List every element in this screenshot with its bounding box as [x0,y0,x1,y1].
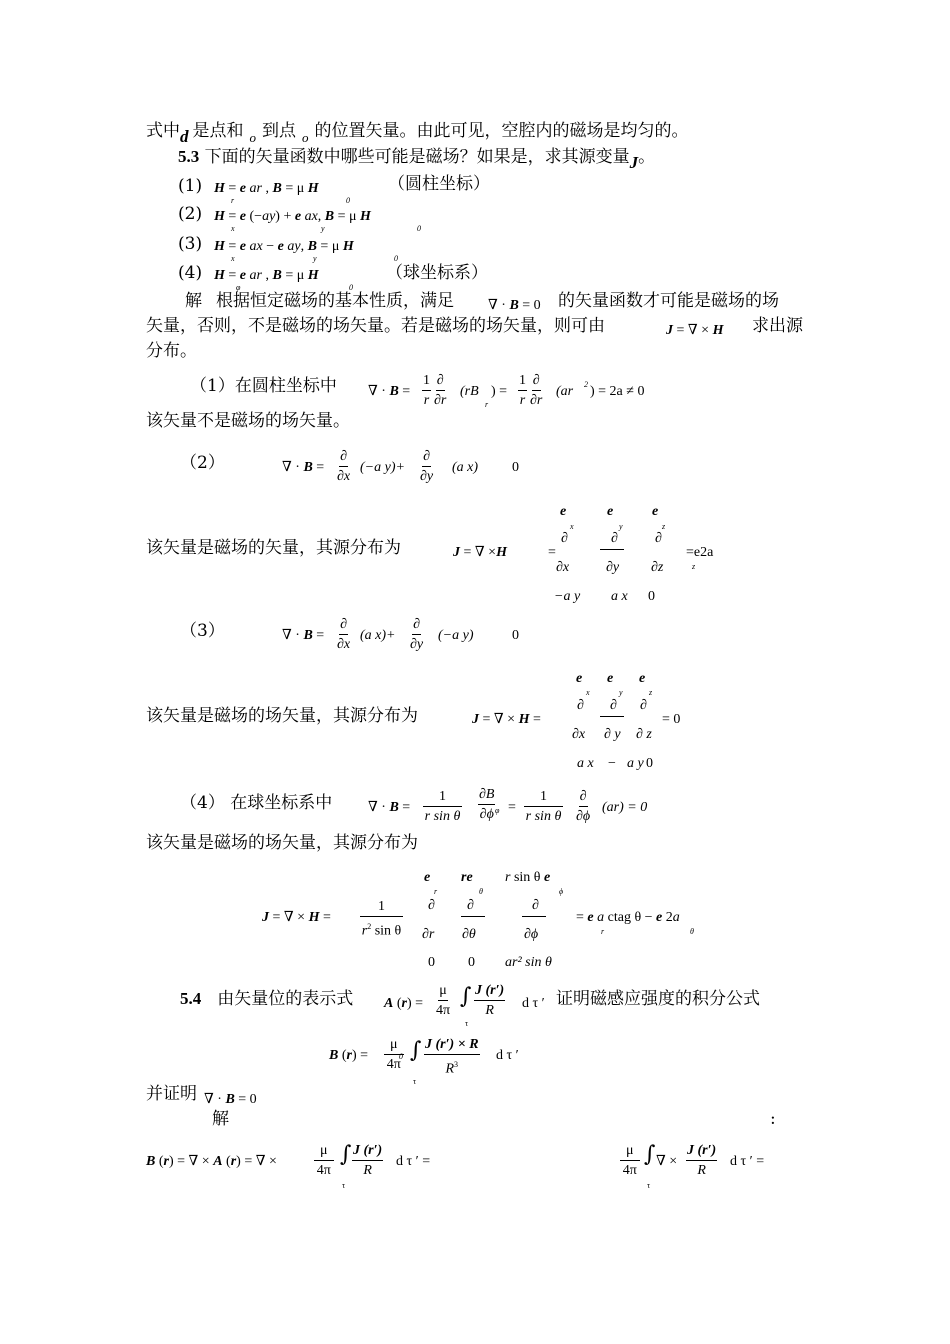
determinant-sub: y [619,688,623,697]
case-4-sub: φ [495,806,500,815]
determinant-cell: e [652,504,659,519]
case-1-conclusion: 该矢量不是磁场的场矢量。 [146,411,350,431]
determinant-sub: θ [479,887,483,896]
item-1-note: （圆柱坐标） [388,174,490,194]
determinant-cell: a x [577,756,594,771]
case-3-result: = 0 [662,712,681,727]
item-2-sub: x [231,224,235,233]
case-1-eq: ) = [491,384,508,399]
case-1-term: (ar [556,384,574,399]
case-1-term: (rB [460,384,479,399]
determinant-cell: a x [611,589,628,604]
case-1-sub: r [485,400,489,409]
determinant-cell: ∂ [655,531,662,546]
determinant-cell: ar² sin θ [505,955,552,970]
determinant-cell: ∂y [606,560,620,575]
determinant-cell: −a y [554,589,581,604]
integral-sign: ∫ [460,984,472,1009]
item-4-sub: φ [236,283,241,292]
solution-line-3: 分布。 [146,341,197,361]
determinant-cell: ∂ y [604,727,621,742]
solution-line-1: 解 根据恒定磁场的基本性质，满足 [185,291,454,311]
case-3-lhs: ∇ · B = [282,628,325,643]
fraction: $\frac{1}{\text{r sin θ}}$ [424,789,461,824]
fraction: $\frac{1}{r^2 \sin \theta}$ [361,899,402,939]
prove-text: 并证明 [146,1084,197,1104]
determinant-sub: z [662,522,666,531]
fraction: $\frac{J (r')}{R}$ [475,983,505,1018]
item-3-formula: H = e ax − e ay, B = μ H [214,239,354,254]
fraction: ∂ ∂ϕ [576,789,591,824]
case-2-label: （2） [180,453,225,473]
div-b-zero: ∇ · B = 0 [488,298,541,313]
case-2-lhs: ∇ · B = [282,460,325,475]
vector-potential-lhs: A (r) = [384,996,424,1011]
div-b-zero: ∇ · B = 0 [204,1092,257,1107]
determinant-cell: ∂ [428,898,435,913]
item-3-sub: x [231,254,235,263]
problem-5-4: 5.4 由矢量位的表示式 [180,989,354,1009]
determinant-cell: ∂z [651,560,664,575]
item-3-sub: 0 [394,254,398,263]
case-2-result: =e2a [686,545,714,560]
fraction: $\frac{1}{r}$ [519,373,526,408]
case-2-zero: 0 [512,460,519,475]
case-4-conclusion: 该矢量是磁场的场矢量，其源分布为 [146,833,418,853]
fraction: ∂ ∂x [337,617,351,652]
curl-operator: ∇ × [656,1154,678,1169]
volume-element: d τ ′ [496,1048,519,1063]
problem-5-3: 5.3 下面的矢量函数中哪些可能是磁场？如果是，求其源变量J。 [178,147,656,172]
curl-a-lhs: B (r) = ∇ × A (r) = ∇ × [146,1154,277,1169]
determinant-cell: ∂ [640,698,647,713]
determinant-cell: e [607,671,614,686]
fraction-bar [600,716,624,717]
determinant-cell: ∂ [611,531,618,546]
fraction: $\frac{1}{\text{r sin θ}}$ [525,789,562,824]
fraction-bar [600,549,624,550]
integral-limit: τ [647,1181,651,1190]
item-2-label: (2) [178,204,203,224]
fraction: $\frac{\mu}{4\pi}$ [436,983,451,1018]
item-3-sub: y [313,254,317,263]
determinant-cell: e [639,671,646,686]
determinant-sub: x [586,688,590,697]
fraction: $\frac{\mu}{4\pi}$ [314,1142,334,1179]
determinant-cell: ∂ [467,898,474,913]
item-2-sub: y [321,224,325,233]
volume-element: d τ ′ [522,996,545,1011]
case-4-eq: = [508,800,516,815]
determinant-cell: ∂ [532,898,539,913]
case-2-curl: J = ∇ ×H [453,545,507,560]
colon: : [770,1109,776,1129]
integral-limit: τ [413,1077,417,1086]
case-1-label: （1）在圆柱坐标中 [190,376,337,396]
item-4-label: (4) [178,263,203,283]
biot-savart-lhs: B (r) = [329,1048,369,1063]
item-4-formula: H = e ar , B = μ H [214,268,319,283]
item-1-sub: 0 [346,196,350,205]
volume-element: d τ ′ = [730,1154,765,1169]
determinant-cell: ∂x [556,560,570,575]
item-1-sub: r [231,196,235,205]
solution-line-1b: 的矢量函数才可能是磁场的场 [558,291,779,311]
integral-limit: τ [465,1019,469,1028]
determinant-cell: ∂ [577,698,584,713]
fraction: ∂ ∂y [410,617,424,652]
determinant-cell: ∂x [572,727,586,742]
determinant-cell: − [608,756,616,771]
case-4-curl: J = ∇ × H = [262,910,331,925]
determinant-cell: e [607,504,614,519]
solution-line-2b: 求出源 [752,316,803,336]
item-2-sub: 0 [417,224,421,233]
case-3-curl: J = ∇ × H = [472,712,541,727]
case-4-lhs: ∇ · B = [368,800,411,815]
determinant-sub: ϕ [559,887,564,896]
item-4-note: （球坐标系） [386,263,488,283]
integral-sign: ∫ [644,1142,656,1167]
integral-sign: ∫ [340,1142,352,1167]
fraction: ∂ ∂r [434,373,447,408]
determinant-cell: 0 [648,589,655,604]
fraction-bar [461,916,485,917]
item-4-sub: 0 [349,283,353,292]
fraction: $\frac{\partial B}{\partial\phi}$ [478,784,495,823]
determinant-cell: ∂ z [636,727,652,742]
case-2-eq: = [548,545,556,560]
determinant-cell: e [560,504,567,519]
problem-5-4-text: 证明磁感应强度的积分公式 [556,989,760,1009]
case-3-term: (−a y) [438,628,474,643]
fraction: $\frac{\mu}{4\pi}$ [384,1036,404,1073]
determinant-cell: ∂ϕ [524,927,539,942]
determinant-cell: ∂ [610,698,617,713]
item-1-formula: H = e ar , B = μ H [214,181,319,196]
volume-element: d τ ′ = [396,1154,431,1169]
case-3-conclusion: 该矢量是磁场的场矢量，其源分布为 [146,706,418,726]
determinant-cell: e [424,870,431,885]
determinant-cell: r sin θ e [505,870,551,885]
mu-subscript: 0 [399,1052,403,1061]
case-3-term: (a x)+ [360,628,396,643]
solution-label: 解 [212,1109,229,1129]
solution-line-2: 矢量，否则，不是磁场的场矢量。若是磁场的场矢量，则可由 [146,316,605,336]
determinant-sub: x [570,522,574,531]
case-2-term: (a x) [452,460,479,475]
determinant-cell: re [461,870,473,885]
case-4-result-sub: θ [690,927,694,936]
item-1-label: (1) [178,176,203,196]
determinant-cell: ∂r [422,927,435,942]
case-2-conclusion: 该矢量是磁场的矢量，其源分布为 [146,538,401,558]
item-2-formula: H = e (−ay) + e ax, B = μ H [214,209,371,224]
curl-formula: J = ∇ × H [666,323,724,338]
case-2-term: (−a y)+ [360,460,405,475]
case-1-sup: 2 [584,380,588,389]
case-4-result-sub: r [601,927,605,936]
determinant-sub: z [649,688,653,697]
determinant-cell: 0 [468,955,475,970]
fraction: ∂ ∂x [337,449,351,484]
determinant-cell: ∂ [561,531,568,546]
case-1-result: ) = 2a ≠ 0 [590,384,645,399]
determinant-cell: 0 [646,756,653,771]
fraction: ∂ ∂y [420,449,434,484]
determinant-cell: ∂θ [462,927,476,942]
determinant-sub: y [619,522,623,531]
determinant-cell: 0 [428,955,435,970]
fraction: $\frac{1}{r}$ [423,373,430,408]
case-4-result: = e a ctag θ − e 2a [576,910,680,925]
case-1-lhs: ∇ · B = [368,384,411,399]
case-4-label: （4） 在球坐标系中 [180,793,333,813]
fraction: $\frac{J (r')}{R}$ [687,1143,717,1178]
determinant-sub: r [434,887,438,896]
integral-limit: τ [342,1181,346,1190]
intro-line: 式中d 是点和 $_o$ 到点 $_o$ 的位置矢量。由此可见，空腔内的磁场是均匀的。 [146,121,689,146]
integral-sign: ∫ [410,1038,422,1063]
determinant-cell: a y [627,756,644,771]
case-3-label: （3） [180,621,225,641]
item-3-label: (3) [178,234,203,254]
fraction: ∂ ∂r [530,373,543,408]
fraction: $\frac{J (r')}{R}$ [353,1143,383,1178]
determinant-cell: e [576,671,583,686]
case-2-result-sub: z [692,562,696,571]
fraction: $\frac{J (r') \times R}{R^3}$ [425,1037,479,1077]
case-3-zero: 0 [512,628,519,643]
fraction: $\frac{\mu}{4\pi}$ [620,1142,640,1179]
fraction-bar [522,916,546,917]
case-4-result: (ar) = 0 [602,800,648,815]
